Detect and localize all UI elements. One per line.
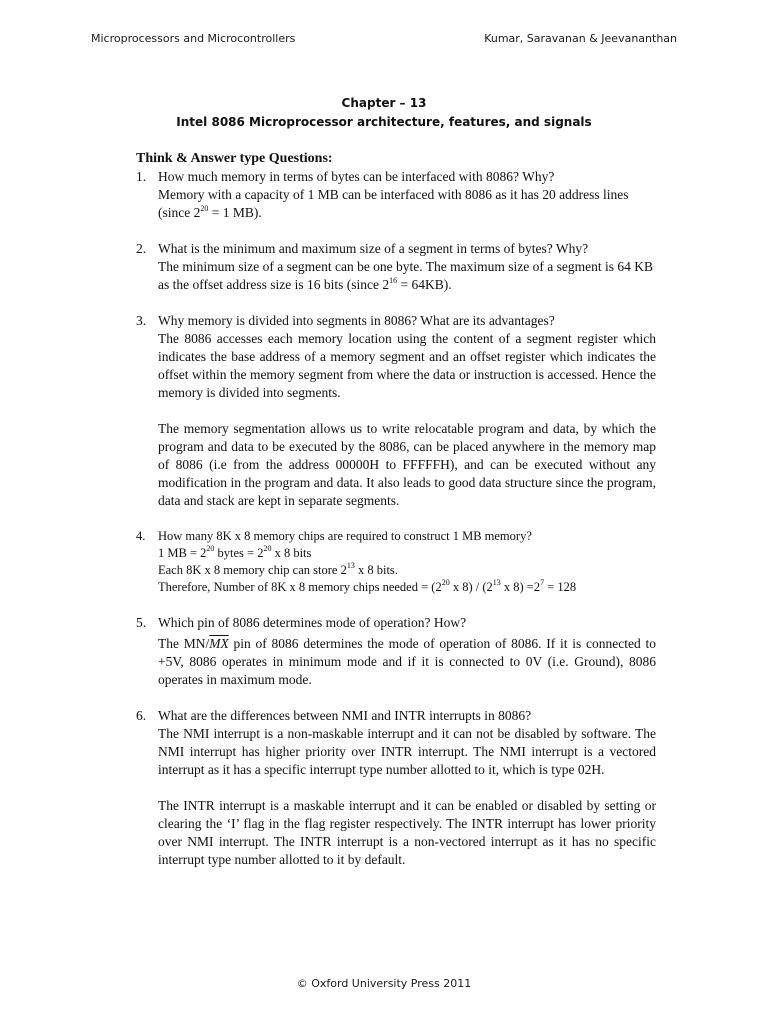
- answer-text: Memory with a capacity of 1 MB can be interfaced with 8086 as it has 20 address lines (since $2^{20} = 1$ MB).: [158, 187, 629, 220]
- running-header-authors: Kumar, Saravanan & Jeevananthan: [484, 32, 677, 45]
- question-text: How many 8K x 8 memory chips are required to construct 1 MB memory?: [158, 529, 532, 543]
- question-number: 1.: [136, 169, 147, 184]
- mx-overline-signal: $\overline{MX}$: [209, 636, 229, 651]
- answer-paragraph-1: The 8086 accesses each memory location using the content of a segment register which indicates the base address of a memory segment and an offset register which indicates the offset within the memory segment from where the data or instruction is accessed. Hence the memory is divided into segments.: [158, 331, 656, 400]
- answer-paragraph-2: The memory segmentation allows us to write relocatable program and data, by which the program and data to be executed by the 8086, can be placed anywhere in the memory map of 8086 (i.e from the address 00000H to FFFFFH), and can be executed without any modification in the program and data. It also leads to good data structure since the program, data and stack are kept in separate segments.: [158, 421, 656, 508]
- chapter-number: Chapter – 13: [341, 96, 427, 110]
- answer-paragraph-1: The NMI interrupt is a non-maskable interrupt and it can not be disabled by software. The NMI interrupt has higher priority over INTR interrupt. The NMI interrupt is a vectored interrupt as it has a specific interrupt type number allotted to it, which is type 02H.: [158, 726, 656, 777]
- copyright-footer: © Oxford University Press 2011: [296, 977, 472, 990]
- question-1: [136, 168, 656, 222]
- question-text: What is the minimum and maximum size of a segment in terms of bytes? Why?: [158, 241, 589, 256]
- answer-paragraph-2: The INTR interrupt is a maskable interrupt and it can be enabled or disabled by setting or clearing the ‘I’ flag in the flag register respectively. The INTR interrupt has lower priority over NMI interrupt. The INTR interrupt is a non-vectored interrupt as it has no specific interrupt type number allotted to it by default.: [158, 798, 656, 867]
- question-5: [136, 614, 656, 689]
- answer-line-1: 1 MB = $2^{20}$ bytes = $2^{20}$ x 8 bits: [158, 543, 312, 560]
- question-number: 4.: [136, 529, 146, 543]
- question-number: 5.: [136, 615, 147, 630]
- question-text: Which pin of 8086 determines mode of operation? How?: [158, 615, 467, 630]
- question-3: [136, 312, 656, 510]
- page-content: [136, 150, 656, 869]
- running-header-title: Microprocessors and Microcontrollers: [91, 32, 296, 45]
- question-number: 3.: [136, 313, 147, 328]
- answer-line-3: Therefore, Number of 8K x 8 memory chips needed = ($2^{20}$ x $8) / (2^{13}$ x $8) =2^7 = 128$: [158, 577, 577, 594]
- answer-text: The minimum size of a segment can be one byte. The maximum size of a segment is 64 KB as the offset address size is 16 bits (since $2^{16} = 64KB$).: [158, 259, 654, 292]
- question-text: What are the differences between NMI and INTR interrupts in 8086?: [158, 708, 532, 723]
- question-text: Why memory is divided into segments in 8086? What are its advantages?: [158, 313, 555, 328]
- question-text: How much memory in terms of bytes can be interfaced with 8086? Why?: [158, 169, 555, 184]
- question-number: 6.: [136, 708, 147, 723]
- answer-line-2: Each 8K x 8 memory chip can store $2^{13}$ x 8 bits.: [158, 560, 398, 577]
- question-6: [136, 707, 656, 869]
- question-2: [136, 240, 656, 294]
- chapter-title: Intel 8086 Microprocessor architecture, features, and signals: [176, 115, 592, 129]
- section-heading: Think & Answer type Questions:: [136, 151, 333, 166]
- question-number: 2.: [136, 241, 147, 256]
- answer-text: The $MN/\overline{MX}$ pin of 8086 determines the mode of operation of 8086. If it is connected to +5V, 8086 operates in minimum mode and if it is connected to 0V (i.e. Ground), 8086 operates in maximum mode.: [158, 636, 656, 687]
- question-4: [136, 528, 656, 596]
